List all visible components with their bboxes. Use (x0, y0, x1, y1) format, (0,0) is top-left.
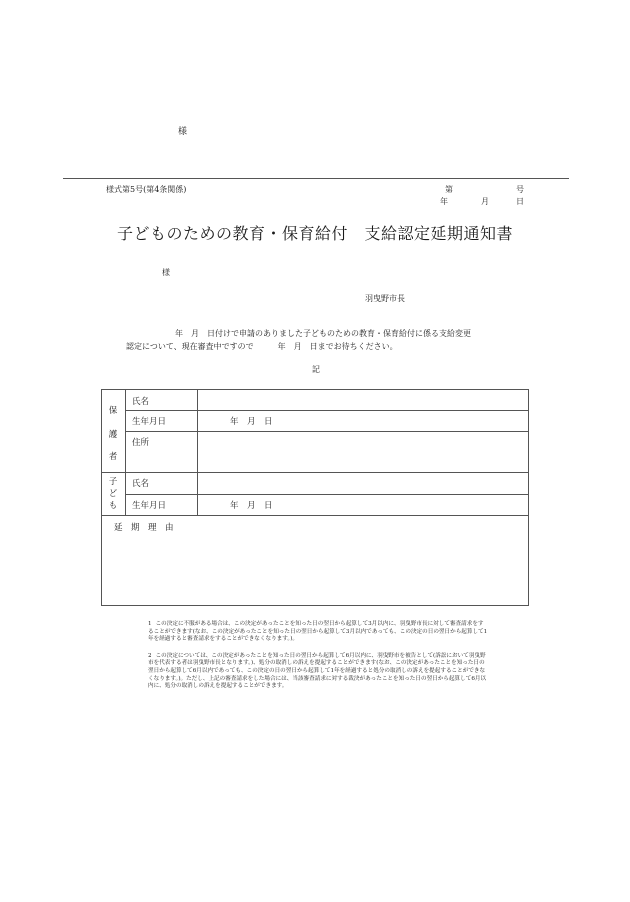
table-hline (102, 515, 529, 516)
date-month: 月 (481, 197, 489, 206)
child-name-label: 氏名 (132, 479, 150, 489)
guardian-char: 者 (108, 452, 118, 462)
note-item (148, 653, 488, 691)
doc-no-label-1: 第 (445, 185, 453, 194)
guardian-birth-value: 年 月 日 (230, 417, 273, 427)
guardian-char: 護 (108, 430, 118, 440)
guardian-address-label: 住所 (132, 438, 150, 448)
body-line-2: 認定について、現在審査中ですので 年 月 日までお待ちください。 (126, 342, 398, 351)
table-hline (125, 494, 529, 495)
ki-label: 記 (312, 365, 320, 374)
child-char: 子 (108, 477, 118, 487)
date-day: 日 (516, 197, 524, 206)
table-hline (125, 431, 529, 432)
note-text: この決定については、この決定があったことを知った日の翌日から起算して6月以内に、羽曳野市を被告として(訴訟において羽曳野市を代表する者は羽曳野市長となります。)、処分の取消しの訴えを提起することができます(なお、この決定があったことを知った日の翌日から起算して6月以内であっても、この決定の日の翌日から起算して1年を経過すると処分の取消しの訴えを提起することができなくなります。)。ただし、上記の審査請求をした場合には、当該審査請求に対する裁決があったことを知った日の翌日から起算して6月以内に、処分の取消しの訴えを提起することができます。 (148, 652, 487, 690)
note-item (148, 621, 488, 644)
form-number: 様式第5号(第4条関係) (106, 185, 187, 194)
separator-line (63, 178, 569, 179)
guardian-name-label: 氏名 (132, 397, 150, 407)
guardian-char: 保 (108, 406, 118, 416)
table-hline (102, 472, 529, 473)
note-text: この決定に不服がある場合は、この決定があったことを知った日の翌日から起算して3月以内に、羽曳野市長に対して審査請求をすることができます(なお、この決定があったことを知った日の翌日から起算して3月以内であっても、この決定の日の翌日から起算して1年を経過すると審査請求をすることができなくなります。)。 (148, 621, 488, 643)
top-addressee: 様 (178, 127, 188, 137)
child-birth-label: 生年月日 (132, 501, 167, 511)
notes (148, 621, 488, 700)
guardian-birth-label: 生年月日 (132, 417, 167, 427)
child-birth-value: 年 月 日 (230, 501, 273, 511)
date-year: 年 (440, 197, 448, 206)
document-title: 子どものための教育・保育給付 支給認定延期通知書 (116, 224, 513, 243)
body-line-1: 年 月 日付けで申請のありました子どものための教育・保育給付に係る支給変更 (175, 329, 471, 338)
table-vline-group (125, 390, 126, 515)
addressee: 様 (162, 268, 170, 277)
note-number: 2 (148, 652, 152, 659)
note-number: 1 (148, 621, 152, 627)
info-table (101, 389, 529, 606)
table-hline (125, 410, 529, 411)
delay-reason-label: 延 期 理 由 (114, 523, 174, 533)
issuer: 羽曳野市長 (365, 294, 405, 303)
child-char: も (108, 501, 118, 511)
table-vline-label (197, 390, 198, 515)
doc-no-label-2: 号 (516, 185, 524, 194)
child-char: ど (108, 489, 118, 499)
